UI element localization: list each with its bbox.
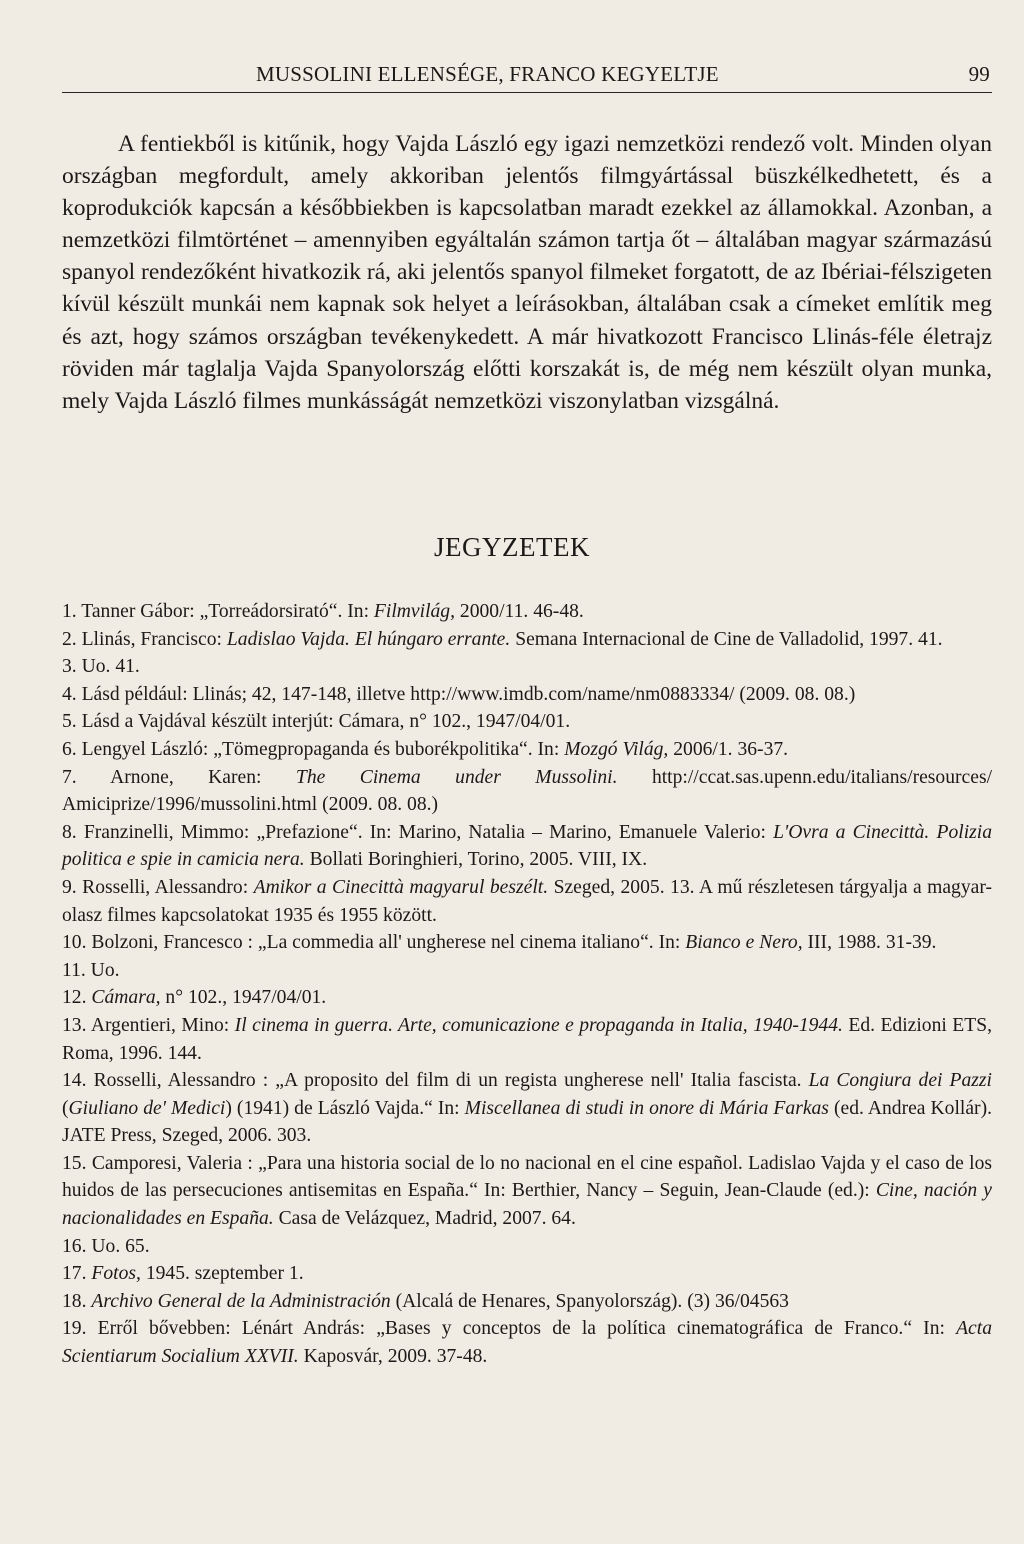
note-number: 16. xyxy=(62,1235,92,1257)
note-number: 11. xyxy=(62,959,91,981)
note-text: ( xyxy=(62,1097,69,1119)
note-text: Semana Internacional de Cine de Valladolid, 1997. 41. xyxy=(510,628,943,650)
note-text: Lásd a Vajdával készült interjút: Cámara, n° 102., 1947/04/01. xyxy=(81,711,571,733)
note-number: 19. xyxy=(62,1318,98,1340)
body-paragraph: A fentiekből is kitűnik, hogy Vajda László egy igazi nemzetközi rendező volt. Minden olyan országban megfordult, amely akkoriban jelentős filmgyártással büszkélkedhetett, és a koprodukciók kapcsán a későbbiekben is kapcsolatban maradt ezekkel az államokkal. Azonban, a nemzetközi filmtörténet – amennyiben egyáltalán számon tartja őt – általában magyar származású spanyol rendezőként hivatkozik rá, aki jelentős spanyol filmeket forgatott, de az Ibériai-félszigeten kívül készült munkái nem kapnak sok helyet a leírásokban, általában csak a címeket említik meg és azt, hogy számos országban tevékenykedett. A már hivatkozott Francisco Llinás-féle életrajz röviden már taglalja Vajda Spanyolország előtti korszakát is, de még nem készült olyan munka, mely Vajda László filmes munkásságát nemzetközi viszonylatban vizsgálná. xyxy=(62,131,992,414)
notes-list xyxy=(62,598,992,1371)
note-text: 1945. szeptember 1. xyxy=(140,1263,304,1285)
note-title-italic: The Cinema under Mussolini. xyxy=(295,766,618,788)
note-text: ) (1941) de László Vajda.“ In: xyxy=(225,1097,465,1119)
note-title-italic: Miscellanea di studi in onore di Mária Farkas xyxy=(464,1097,829,1119)
note-item xyxy=(62,929,992,957)
note-item xyxy=(62,626,992,654)
note-item xyxy=(62,1150,992,1233)
note-text: Ed. Edizioni ETS, Roma, 1996. 144. xyxy=(62,1014,993,1064)
note-number: 12. xyxy=(62,987,92,1009)
note-text: n° 102., 1947/04/01. xyxy=(160,987,327,1009)
note-item xyxy=(62,1288,992,1316)
note-title-italic: Amikor a Cinecittà magyarul beszélt. xyxy=(253,876,549,898)
note-number: 9. xyxy=(62,876,83,898)
note-item xyxy=(62,1315,992,1370)
note-number: 15. xyxy=(62,1152,92,1174)
note-item xyxy=(62,984,992,1012)
note-number: 5. xyxy=(62,711,82,733)
note-item xyxy=(62,681,992,709)
note-item xyxy=(62,819,992,874)
note-title-italic: Mozgó Világ, xyxy=(564,738,669,760)
note-item xyxy=(62,764,992,819)
note-text: Bollati Boringhieri, Torino, 2005. VIII, IX. xyxy=(304,849,648,871)
note-text: Rosselli, Alessandro : „A proposito del film di un regista ungherese nell' Italia fascista. xyxy=(93,1070,809,1092)
note-text: Rosselli, Alessandro: xyxy=(82,876,254,898)
note-item xyxy=(62,1012,992,1067)
note-text: (Alcalá de Henares, Spanyolország). (3) 36/04563 xyxy=(390,1290,789,1312)
note-item xyxy=(62,708,992,736)
note-item xyxy=(62,1067,992,1150)
note-text: Lengyel László: „Tömegpropaganda és buborékpolitika“. In: xyxy=(81,738,565,760)
note-number: 6. xyxy=(62,738,82,760)
note-number: 4. xyxy=(62,683,82,705)
note-item xyxy=(62,1260,992,1288)
note-number: 14. xyxy=(62,1070,94,1092)
note-text: http://ccat.sas.upenn.edu/italians/resources/ Amiciprize/1996/mussolini.html (2009. 08. 08.) xyxy=(62,766,993,816)
note-title-italic: Archivo General de la Administración xyxy=(91,1290,391,1312)
note-number: 8. xyxy=(62,821,84,843)
page-number: 99 xyxy=(968,62,990,86)
note-number: 3. xyxy=(62,656,82,678)
note-title-italic: L'Ovra a Cinecittà. Polizia politica e spie in camicia nera. xyxy=(62,821,993,871)
note-text: 2000/11. 46-48. xyxy=(455,601,584,622)
note-title-italic: Il cinema in guerra. Arte, comunicazione e propaganda in Italia, 1940-1944. xyxy=(234,1014,843,1036)
note-text: Bolzoni, Francesco : „La commedia all' ungherese nel cinema italiano“. In: xyxy=(91,932,686,954)
page-header xyxy=(62,62,992,93)
note-number: 1. xyxy=(62,601,82,622)
note-text: Kaposvár, 2009. 37-48. xyxy=(298,1346,488,1368)
note-item xyxy=(62,874,992,929)
running-title: MUSSOLINI ELLENSÉGE, FRANCO KEGYELTJE xyxy=(256,62,719,86)
note-title-italic: La Congiura dei Pazzi xyxy=(808,1070,992,1092)
note-title-italic: Bianco e Nero, xyxy=(685,932,803,954)
note-title-italic: Fotos, xyxy=(91,1263,141,1285)
note-text: Erről bővebben: Lénárt András: „Bases y conceptos de la política cinematográfica de Franco.“ In: xyxy=(97,1318,957,1340)
note-item xyxy=(62,957,992,985)
note-title-italic: Cine, nación y nacionalidades en España. xyxy=(62,1180,992,1230)
note-number: 13. xyxy=(62,1014,91,1036)
note-text: Camporesi, Valeria : „Para una historia social de lo no nacional en el cine español. Ladislao Vajda y el caso de los huidos de las persecuciones antisemitas en España.“ In: Berthier, Nancy – Seguin, Jean-Claude (ed.): xyxy=(62,1152,992,1202)
note-text: 2006/1. 36-37. xyxy=(668,738,789,760)
note-text: Tanner Gábor: „Torreádorsirató“. In: xyxy=(81,601,374,622)
note-text: (ed. Andrea Kollár). JATE Press, Szeged, 2006. 303. xyxy=(62,1097,993,1147)
note-number: 7. xyxy=(62,766,111,788)
note-number: 10. xyxy=(62,932,92,954)
note-title-italic: Ladislao Vajda. El húngaro errante. xyxy=(226,628,511,650)
note-title-italic: Filmvilág, xyxy=(373,601,456,622)
section-title: JEGYZETEK xyxy=(434,532,590,562)
note-item xyxy=(62,1233,992,1261)
note-item xyxy=(62,736,992,764)
note-text: Franzinelli, Mimmo: „Prefazione“. In: Marino, Natalia – Marino, Emanuele Valerio: xyxy=(83,821,774,843)
note-text: Lásd például: Llinás; 42, 147-148, illetve http://www.imdb.com/name/nm0883334/ (2009. 08. 08.) xyxy=(81,683,856,705)
note-item xyxy=(62,598,992,626)
note-text: Uo. xyxy=(90,959,120,981)
note-number: 2. xyxy=(62,628,82,650)
note-text: Uo. 41. xyxy=(81,656,140,678)
note-text: Szeged, 2005. 13. A mű részletesen tárgyalja a magyar-olasz filmes kapcsolatokat 1935 és 1955 között. xyxy=(62,876,993,926)
note-text: III, 1988. 31-39. xyxy=(802,932,937,954)
note-title-italic: Cámara, xyxy=(91,987,161,1009)
note-text: Arnone, Karen: xyxy=(110,766,296,788)
note-text: Uo. 65. xyxy=(91,1235,150,1257)
note-text: Llinás, Francisco: xyxy=(81,628,227,650)
note-number: 17. xyxy=(62,1263,92,1285)
note-text: Argentieri, Mino: xyxy=(90,1014,235,1036)
note-item xyxy=(62,653,992,681)
note-text: Casa de Velázquez, Madrid, 2007. 64. xyxy=(273,1208,576,1230)
note-title-italic: Acta Scientiarum Socialium XXVII. xyxy=(62,1318,992,1368)
note-title-italic: Giuliano de' Medici xyxy=(68,1097,226,1119)
note-number: 18. xyxy=(62,1290,92,1312)
